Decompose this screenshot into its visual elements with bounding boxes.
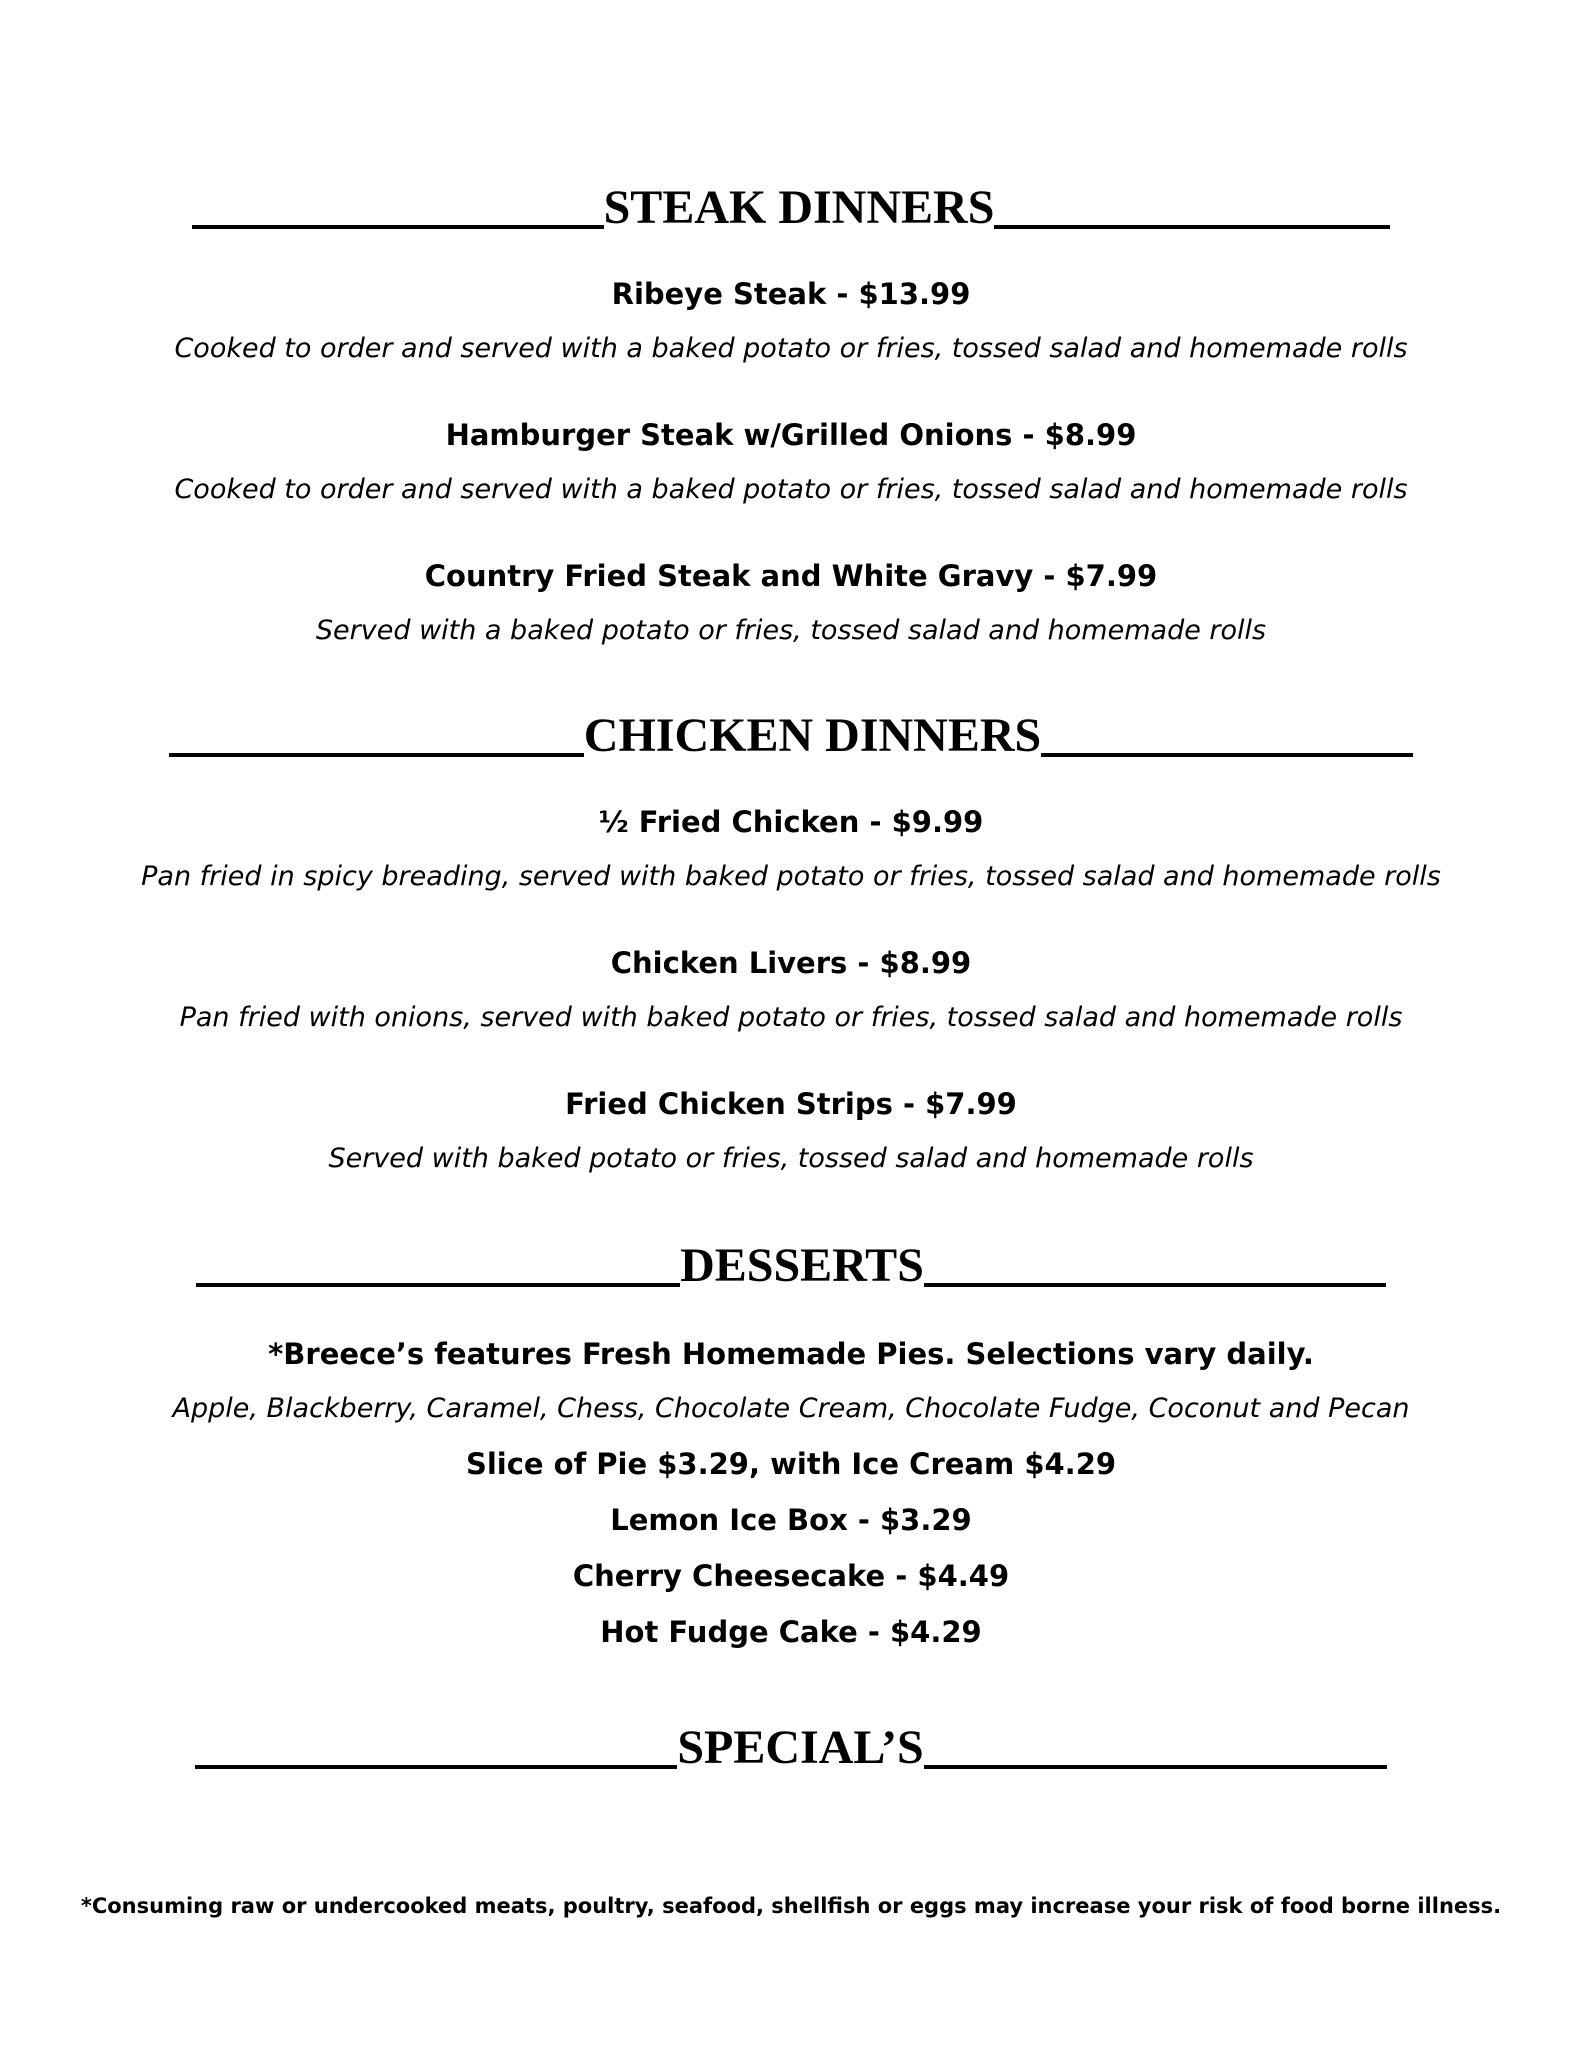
menu-item-description: Served with baked potato or fries, tossed salad and homemade rolls — [328, 1143, 1254, 1174]
section-title-chicken: CHICKEN DINNERS — [583, 709, 1042, 762]
menu-item-name: Ribeye Steak - $13.99 — [611, 277, 971, 311]
section-heading-steak — [0, 180, 1582, 236]
menu-item-description: Cooked to order and served with a baked potato or fries, tossed salad and homemade rolls — [174, 474, 1408, 505]
heading-rule-left — [196, 1279, 680, 1287]
heading-rule-left — [169, 749, 584, 757]
menu-item-description: Cooked to order and served with a baked potato or fries, tossed salad and homemade rolls — [174, 333, 1408, 364]
heading-rule-right — [994, 221, 1390, 229]
menu-item-name: Chicken Livers - $8.99 — [610, 946, 972, 980]
menu-item-description: Pan fried in spicy breading, served with baked potato or fries, tossed salad and homemade rolls — [141, 861, 1441, 892]
section-title-steak: STEAK DINNERS — [603, 181, 995, 234]
heading-rule-right — [924, 1761, 1387, 1769]
menu-item-name: Hamburger Steak w/Grilled Onions - $8.99 — [445, 418, 1137, 452]
menu-item-description: Pan fried with onions, served with baked potato or fries, tossed salad and homemade rolls — [179, 1002, 1403, 1033]
menu-item-name: ½ Fried Chicken - $9.99 — [598, 805, 984, 839]
menu-item-name: Hot Fudge Cake - $4.29 — [600, 1615, 982, 1649]
section-title-specials: SPECIAL’S — [677, 1721, 924, 1774]
pie-flavors: Apple, Blackberry, Caramel, Chess, Chocolate Cream, Chocolate Fudge, Coconut and Pecan — [172, 1393, 1410, 1424]
section-heading-desserts — [0, 1238, 1582, 1294]
heading-rule-right — [924, 1279, 1386, 1287]
menu-item-name: Fried Chicken Strips - $7.99 — [565, 1087, 1017, 1121]
section-title-desserts: DESSERTS — [680, 1239, 924, 1292]
menu-item-name: Lemon Ice Box - $3.29 — [610, 1503, 972, 1537]
heading-rule-left — [192, 221, 604, 229]
menu-item-name: Country Fried Steak and White Gravy - $7.99 — [424, 559, 1158, 593]
heading-rule-left — [195, 1761, 677, 1769]
section-heading-specials — [0, 1720, 1582, 1776]
dessert-feature-note: *Breece’s features Fresh Homemade Pies. Selections vary daily. — [268, 1337, 1314, 1371]
food-safety-disclaimer: *Consuming raw or undercooked meats, poultry, seafood, shellfish or eggs may increase your risk of food borne illness. — [80, 1894, 1502, 1918]
section-heading-chicken — [0, 708, 1582, 764]
menu-item-name: Cherry Cheesecake - $4.49 — [572, 1559, 1010, 1593]
heading-rule-right — [1041, 749, 1413, 757]
menu-item-description: Served with a baked potato or fries, tossed salad and homemade rolls — [315, 615, 1267, 646]
menu-item-name: Slice of Pie $3.29, with Ice Cream $4.29 — [465, 1447, 1117, 1481]
